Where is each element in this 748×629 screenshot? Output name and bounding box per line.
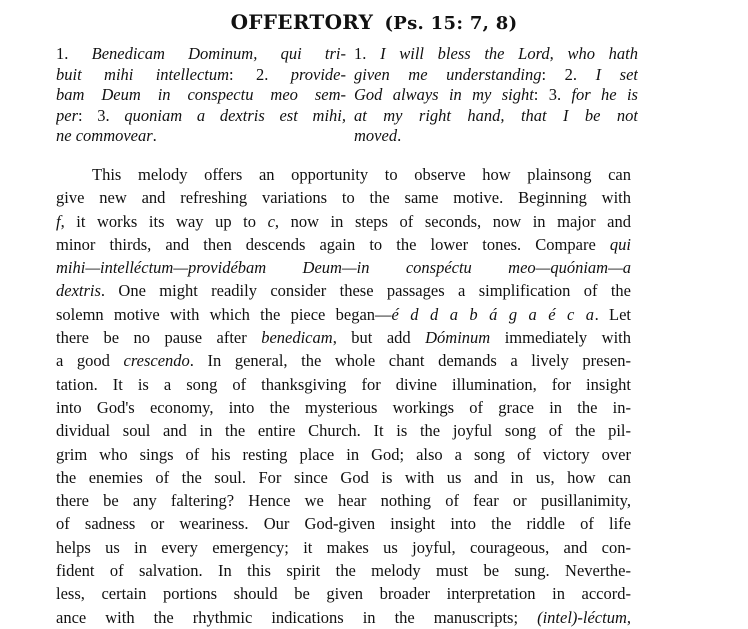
text-line [56, 106, 346, 127]
italic-text-run: buit mihi intellectum [56, 64, 230, 84]
text-run: there be no pause after [56, 328, 262, 348]
text-run: minor thirds, and then descends again to the lower tones. Compare [56, 234, 610, 254]
text-run: dividual soul and in the entire Church. It is the joyful song of the pil- [56, 421, 631, 441]
text-run: there be any faltering? Hence we hear nothing of fear or pusillanimity, [56, 491, 631, 511]
text-run: the enemies of the soul. For since God is with us and in us, how can [56, 467, 631, 487]
italic-text-run: (intel)-léctum [537, 607, 627, 627]
text-line [56, 512, 631, 535]
text-line [354, 44, 638, 65]
italic-text-run: crescendo [123, 351, 190, 371]
text-line [56, 163, 631, 186]
italic-text-run: given me understanding [354, 64, 542, 84]
text-line [56, 85, 346, 106]
text-line [56, 326, 631, 349]
italic-text-run: é d d a b á g a é c a [391, 304, 595, 324]
italic-text-run: provide- [290, 64, 346, 84]
text-run: : 3. [78, 105, 125, 125]
text-line [56, 349, 631, 372]
latin-verse-column [56, 44, 346, 147]
italic-text-run: Dóminum [425, 328, 491, 348]
text-run: immediately with [490, 328, 631, 348]
text-run: : 2. [229, 64, 291, 84]
text-line [56, 256, 631, 279]
text-run: solemn motive with which the piece began— [56, 304, 392, 324]
text-run: less, certain portions should be given broader interpretation in accord- [56, 584, 631, 604]
text-run: fident of salvation. In this spirit the melody must be sung. Neverthe- [56, 561, 631, 581]
italic-text-run: for he is [571, 85, 638, 104]
italic-text-run: f [56, 211, 61, 231]
text-run: , [626, 607, 631, 627]
italic-text-run: per [56, 105, 78, 125]
italic-text-run: God always in my sight [354, 85, 534, 104]
text-run: helps us in every emergency; it makes us joyful, courageous, and con- [56, 537, 631, 557]
italic-text-run: Benedicam Dominum, qui tri- [91, 44, 346, 63]
text-run: 1. [354, 44, 381, 63]
text-line [56, 419, 631, 442]
text-line [56, 303, 631, 326]
text-run: a good [56, 351, 124, 371]
text-line [56, 44, 346, 65]
text-run: , it works its way up to [60, 211, 268, 231]
text-run: , now in steps of seconds, now in major and [274, 211, 631, 231]
text-line [56, 582, 631, 605]
text-line [354, 126, 638, 147]
text-run: tation. It is a song of thanksgiving for divine illumination, for insight [56, 374, 631, 394]
text-line [56, 466, 631, 489]
section-heading [0, 10, 748, 34]
text-run: . [397, 126, 402, 145]
text-run: This melody offers an opportunity to observe how plainsong can [92, 165, 631, 184]
text-line [354, 106, 638, 127]
text-line [56, 210, 631, 233]
italic-text-run: mihi—intelléctum—providébam Deum—in conspéctu meo—quóniam—a [56, 258, 631, 278]
text-line [56, 396, 631, 419]
text-line [56, 233, 631, 256]
italic-text-run: I set [595, 64, 638, 84]
italic-text-run: I will bless the Lord, who hath [380, 44, 638, 63]
text-run: : 2. [541, 64, 596, 84]
text-line [56, 186, 631, 209]
text-run: . Let [594, 304, 631, 324]
text-run: give new and refreshing variations to the same motive. Beginning with [56, 188, 631, 208]
italic-text-run: benedicam [261, 328, 333, 348]
text-line [56, 126, 346, 147]
italic-text-run: c [267, 211, 275, 231]
italic-text-run: qui [609, 234, 631, 254]
text-run: , but add [332, 328, 426, 348]
text-run: of sadness or weariness. Our God-given insight into the riddle of life [56, 514, 631, 534]
text-line [56, 373, 631, 396]
text-line [56, 559, 631, 582]
text-run: ance with the rhythmic indications in the manuscripts; [56, 607, 538, 627]
text-run: . One might readily consider these passages a simplification of the [100, 281, 631, 301]
italic-text-run: moved [354, 126, 398, 145]
text-line [56, 279, 631, 302]
italic-text-run: at my right hand, that I be not [354, 105, 638, 125]
text-run: 1. [56, 44, 92, 63]
text-line [354, 85, 638, 106]
italic-text-run: dextris [56, 281, 101, 301]
heading-psalm-reference: (Ps. 15: 7, 8) [384, 13, 518, 34]
english-verse-column [354, 44, 638, 147]
text-line [56, 65, 346, 86]
text-line [56, 489, 631, 512]
text-run: . In general, the whole chant demands a lively presen- [189, 351, 631, 371]
text-line [56, 606, 631, 629]
italic-text-run: bam Deum in conspectu meo sem- [56, 85, 346, 104]
commentary-paragraph [56, 163, 631, 629]
text-run: : 3. [533, 85, 572, 104]
text-line [56, 443, 631, 466]
text-line [354, 65, 638, 86]
text-run: . [152, 126, 157, 145]
italic-text-run: ne commovear [56, 126, 153, 145]
heading-title: OFFERTORY [230, 10, 374, 34]
text-run: grim who sings of his resting place in God; also a song of victory over [56, 444, 631, 464]
text-line [56, 536, 631, 559]
italic-text-run: quoniam a dextris est mihi, [124, 105, 346, 125]
text-run: into God's economy, into the mysterious workings of grace in the in- [56, 397, 631, 417]
